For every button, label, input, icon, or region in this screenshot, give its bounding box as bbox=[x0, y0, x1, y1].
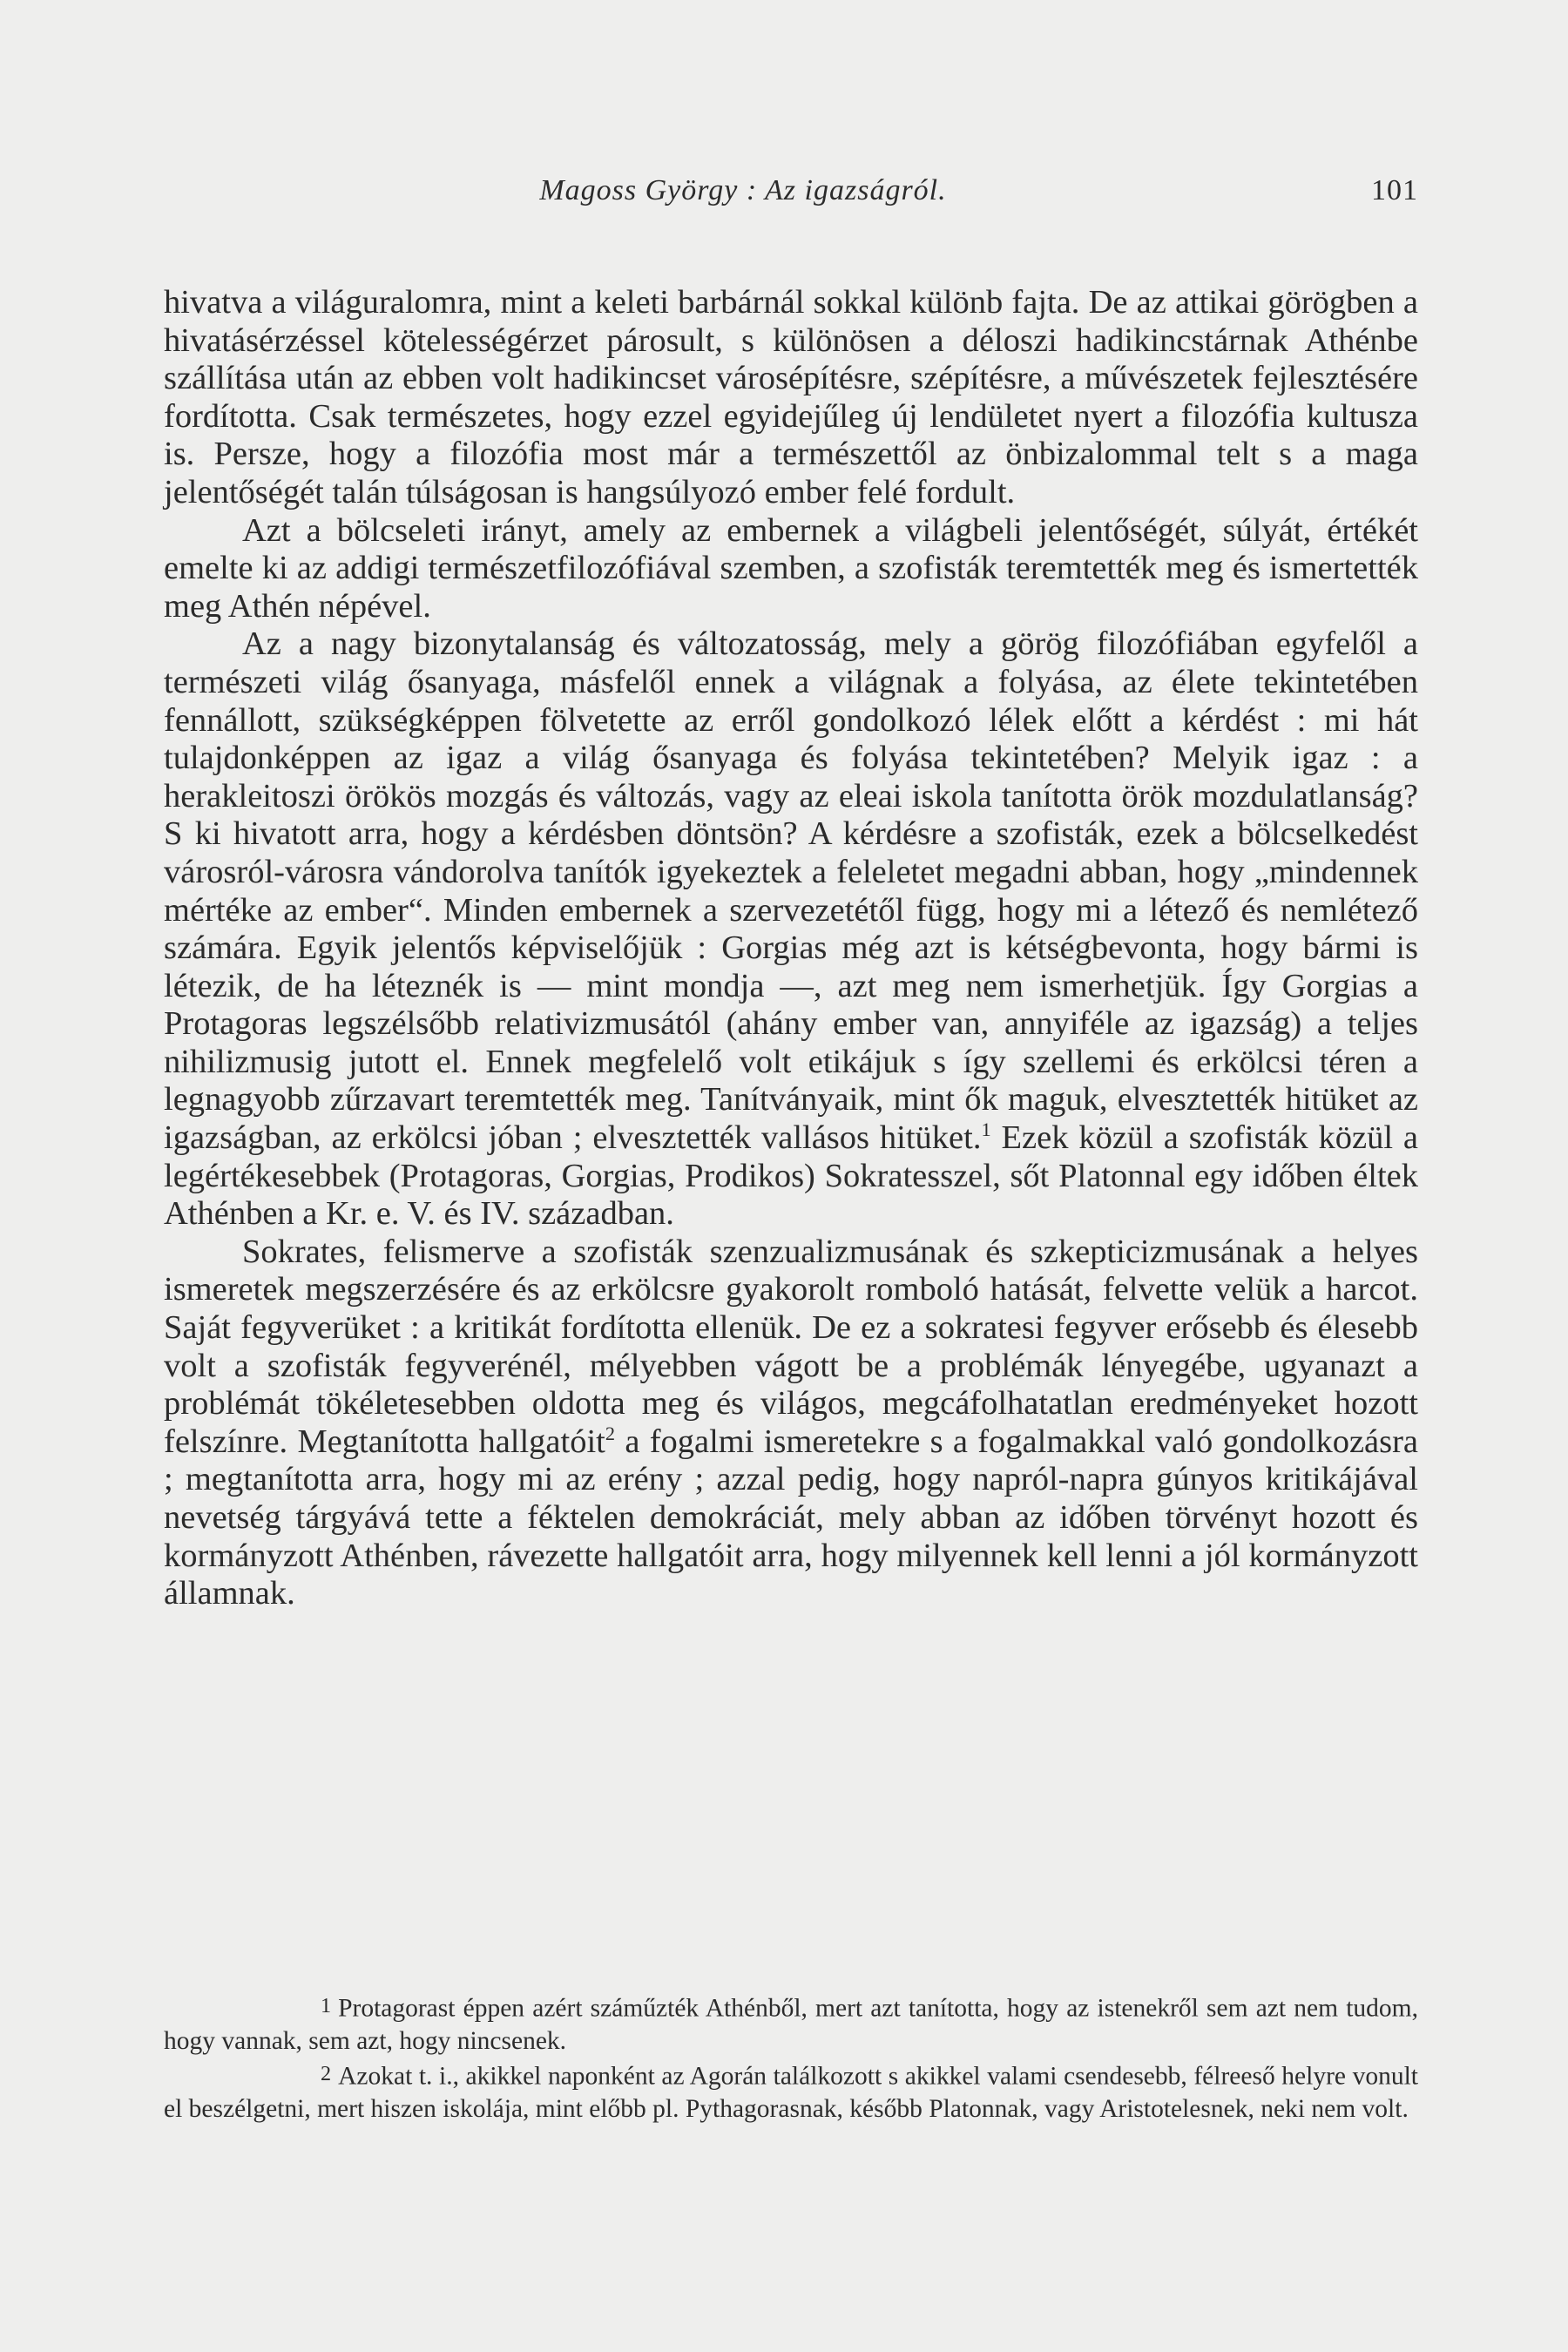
footnote-reference[interactable]: 1 bbox=[981, 1119, 991, 1141]
paragraph bbox=[164, 512, 1418, 626]
running-head bbox=[164, 169, 1418, 213]
footnote bbox=[164, 1990, 1418, 2058]
footnote-marker: 2 bbox=[321, 2062, 332, 2086]
paragraph-text: Az a nagy bizonytalanság és változatosság, mely a görög filozófiában egyfelől a természeti világ ősanyaga, másfelől ennek a világnak a folyása, az élete tekintetében fennállott, szükségképpen fölvetette az erről gondolkozó lélek előtt a kérdést : mi hát tulajdonképpen az igaz a világ ősanyaga és folyása tekintetében? Melyik igaz : a herakleitoszi örökös mozgás és változás, vagy az eleai iskola tanította örök mozdulatlanság? S ki hivatott arra, hogy a kérdésben döntsön? A kérdésre a szofisták, ezek a bölcselkedést városról-városra vándorolva tanítók igyekeztek a feleletet megadni abban, hogy „mindennek mértéke az ember“. Minden embernek a szervezetétől függ, hogy mi a létező és nemlétező számára. Egyik jelentős képviselőjük : Gorgias még azt is kétségbevonta, hogy bármi is létezik, de ha léteznék is — mint mondja —, azt meg nem ismerhetjük. Így Gorgias a Protagoras legszélsőbb relativizmusától (ahány ember van, annyiféle az igazság) a teljes nihilizmusig jutott el. Ennek megfelelő volt etikájuk s így szellemi és erkölcsi téren a legnagyobb zűrzavart teremtették meg. Tanítványaik, mint ők maguk, elvesztették hitüket az igazságban, az erkölcsi jóban ; elvesztették vallásos hitüket. bbox=[164, 625, 1418, 1157]
footnote-marker: 1 bbox=[321, 1994, 332, 2017]
paragraph bbox=[164, 625, 1418, 1233]
paragraph-text: Azt a bölcseleti irányt, amely az embernek a világbeli jelentőségét, súlyát, értékét emelte ki az addigi természetfilozófiával szemben, a szofisták teremtették meg és ismertették meg Athén népével. bbox=[164, 511, 1418, 625]
footnotes bbox=[164, 1990, 1418, 2126]
footnote-reference[interactable]: 2 bbox=[605, 1422, 616, 1444]
paragraph-text: a fogalmi ismeretekre s a fogalmakkal való gondolkozásra ; megtanította arra, hogy mi az erény ; azzal pedig, hogy napról-napra gúnyos kritikájával nevetség tárgyává tette a féktelen demokráciát, mely abban az időben törvényt hozott és kormányzott Athénben, rávezette hallgatóit arra, hogy milyennek kell lenni a jól kormányzott államnak. bbox=[164, 1423, 1419, 1612]
paragraph-text: hivatva a világuralomra, mint a keleti barbárnál sokkal különb fajta. De az attikai görögben a hivatásérzéssel kötelességérzet párosult, s különösen a déloszi hadikincstárnak Athénbe szállítása után az ebben volt hadikincset városépítésre, szépítésre, a művészetek fejlesztésére fordította. Csak természetes, hogy ezzel egyidejűleg új lendületet nyert a filozófia kultusza is. Persze, hogy a filozófia most már a természettől az önbizalommal telt s a maga jelentőségét talán túlságosan is hangsúlyozó ember felé fordult. bbox=[164, 284, 1418, 510]
footnote bbox=[164, 2058, 1418, 2126]
footnote-text: Azokat t. i., akikkel naponként az Agorán találkozott s akikkel valami csendesebb, félreeső helyre vonult el beszélgetni, mert hiszen iskolája, mint előbb pl. Pythagorasnak, később Platonnak, vagy Aristotelesnek, neki nem volt. bbox=[164, 2062, 1418, 2124]
running-title: Magoss György : Az igazságról. bbox=[539, 174, 947, 206]
book-page bbox=[164, 0, 1418, 2352]
paragraph bbox=[164, 1233, 1418, 1613]
paragraph-text: Ezek közül a szofisták közül a legértékesebbek (Protagoras, Gorgias, Prodikos) Sokratesszel, sőt Platonnal egy időben éltek Athénben a Kr. e. V. és IV. században. bbox=[164, 1119, 1418, 1233]
main-text bbox=[164, 284, 1418, 1613]
footnote-text: Protagorast éppen azért száműzték Athénből, mert azt tanította, hogy az istenekről sem azt nem tudom, hogy vannak, sem azt, hogy nincsenek. bbox=[164, 1994, 1418, 2055]
paragraph-text: Sokrates, felismerve a szofisták szenzualizmusának és szkepticizmusának a helyes ismeretek megszerzésére és az erkölcsre gyakorolt romboló hatását, felvette velük a harcot. Saját fegyverüket : a kritikát fordította ellenük. De ez a sokratesi fegyver erősebb és élesebb volt a szofisták fegyverénél, mélyebben vágott be a problémák lényegébe, ugyanazt a problémát tökéletesebben oldotta meg és világos, megcáfolhatatlan eredményeket hozott felszínre. Megtanította hallgatóit bbox=[164, 1233, 1418, 1460]
page-number: 101 bbox=[1371, 174, 1418, 206]
paragraph bbox=[164, 284, 1418, 512]
